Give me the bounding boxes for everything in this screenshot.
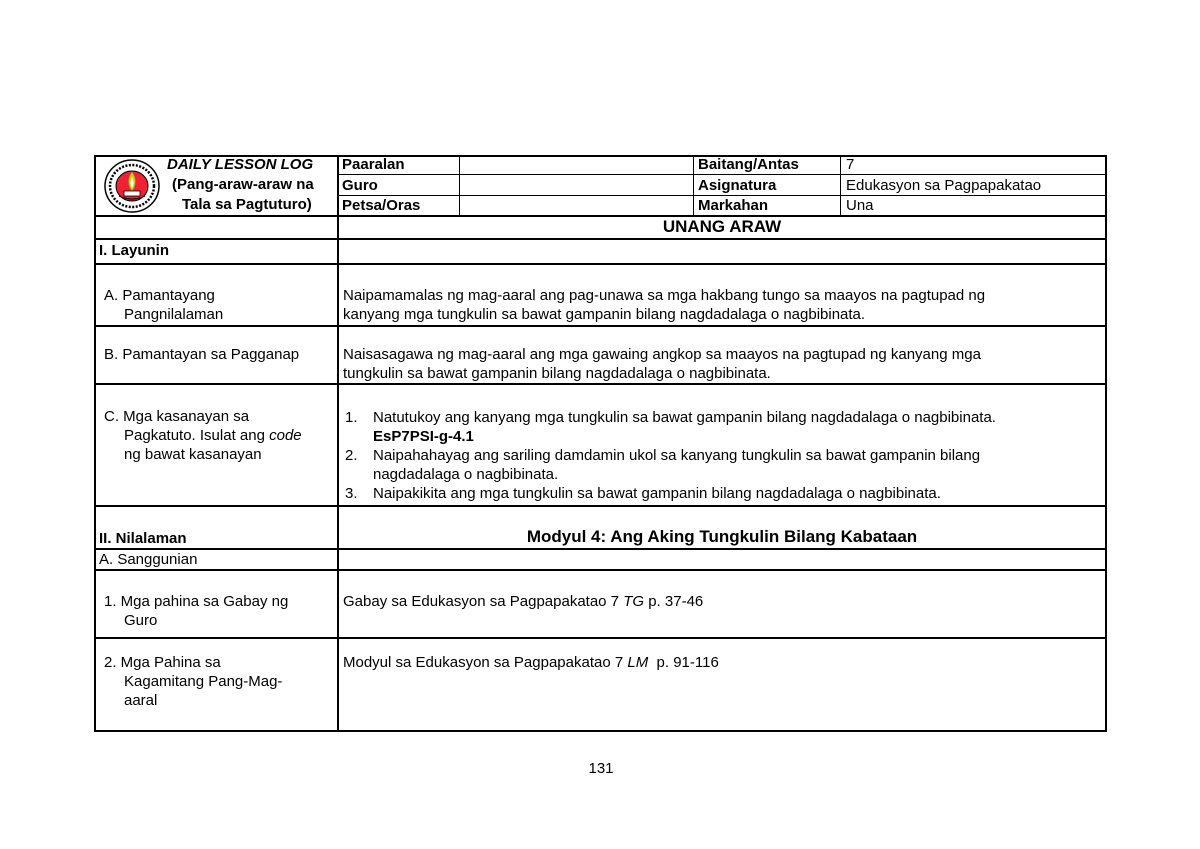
nilalaman-heading: II. Nilalaman xyxy=(99,530,187,547)
pagganap-text-line2: tungkulin sa bawat gampanin bilang nagdadalaga o nagbibinata. xyxy=(343,365,771,382)
baitang-value: 7 xyxy=(846,156,855,173)
header-row-divider xyxy=(338,174,1107,175)
list-number: 3. xyxy=(345,485,358,502)
pagganap-text: Naisasagawa ng mag-aaral ang mga gawaing angkop sa maayos na pagtupad ng kanyang mga xyxy=(343,346,981,363)
kasanayan-list xyxy=(345,408,996,503)
petsa-label: Petsa/Oras xyxy=(342,197,421,214)
row-divider xyxy=(94,569,1107,571)
row-divider xyxy=(94,548,1107,550)
gabay-label: 1. Mga pahina sa Gabay ng xyxy=(104,593,289,610)
row-divider xyxy=(94,383,1107,385)
baitang-label: Baitang/Antas xyxy=(698,156,799,173)
gabay-text-tg: TG xyxy=(623,593,645,610)
kasanayan-label-line2 xyxy=(124,427,302,445)
sanggunian-label: A. Sanggunian xyxy=(99,551,198,568)
row-divider xyxy=(94,325,1107,327)
kasanayan-label-line2a: Pagkatuto. Isulat ang xyxy=(124,427,270,444)
pamantayang-label-line2: Pangnilalaman xyxy=(124,306,224,323)
deped-seal-logo xyxy=(103,158,161,214)
document-title: DAILY LESSON LOG xyxy=(167,156,314,173)
pamantayang-text-line2: kanyang mga tungkulin sa bawat gampanin bilang nagdadalaga o nagbibinata. xyxy=(343,306,866,323)
header-row-divider xyxy=(338,195,1107,196)
markahan-value: Una xyxy=(846,197,874,214)
asignatura-label: Asignatura xyxy=(698,177,777,194)
gabay-text xyxy=(343,593,703,611)
list-item xyxy=(345,408,996,446)
header-bottom-border xyxy=(94,215,1107,217)
list-item xyxy=(345,484,996,503)
kagamitan-text-a: Modyul sa Edukasyon sa Pagpapakatao 7 xyxy=(343,654,628,671)
kagamitan-label-line2: Kagamitang Pang-Mag- xyxy=(124,673,283,690)
pamantayang-label: A. Pamantayang xyxy=(104,287,215,304)
kagamitan-label-line3: aaral xyxy=(124,692,158,709)
gabay-label-line2: Guro xyxy=(124,612,158,629)
layunin-heading: I. Layunin xyxy=(99,242,170,259)
list-item-text-line2: nagdadalaga o nagbibinata. xyxy=(373,466,559,483)
pamantayang-text: Naipamamalas ng mag-aaral ang pag-unawa sa mga hakbang tungo sa maayos na pagtupad ng xyxy=(343,287,986,304)
kasanayan-label: C. Mga kasanayan sa xyxy=(104,408,250,425)
row-divider xyxy=(94,505,1107,507)
gabay-text-pages: p. 37-46 xyxy=(644,593,704,610)
column-divider xyxy=(459,155,460,216)
row-divider xyxy=(94,238,1107,240)
kasanayan-label-line3: ng bawat kasanayan xyxy=(124,446,262,463)
kagamitan-label: 2. Mga Pahina sa xyxy=(104,654,221,671)
guro-label: Guro xyxy=(342,177,378,194)
kagamitan-text xyxy=(343,654,719,672)
paaralan-label: Paaralan xyxy=(342,156,405,173)
day-heading: UNANG ARAW xyxy=(662,217,782,236)
kagamitan-text-pages: p. 91-116 xyxy=(648,654,719,671)
list-number: 1. xyxy=(345,409,358,426)
kagamitan-text-lm: LM xyxy=(627,654,649,671)
row-divider xyxy=(94,637,1107,639)
column-divider xyxy=(337,155,339,732)
list-number: 2. xyxy=(345,447,358,464)
table-right-border xyxy=(1105,155,1107,732)
competency-code: EsP7PSI-g-4.1 xyxy=(373,428,474,445)
column-divider xyxy=(840,155,841,216)
table-bottom-border xyxy=(94,730,1107,732)
asignatura-value: Edukasyon sa Pagpapakatao xyxy=(846,177,1042,194)
list-item-text: Naipahahayag ang sariling damdamin ukol sa kanyang tungkulin sa bawat gampanin bilang xyxy=(373,447,981,464)
list-item-text: Naipakikita ang mga tungkulin sa bawat gampanin bilang nagdadalaga o nagbibinata. xyxy=(373,485,941,502)
code-word: code xyxy=(269,427,302,444)
list-item-text: Natutukoy ang kanyang mga tungkulin sa bawat gampanin bilang nagdadalaga o nagbibinata. xyxy=(373,409,996,426)
list-item xyxy=(345,446,996,484)
table-left-border xyxy=(94,155,96,732)
pagganap-label: B. Pamantayan sa Pagganap xyxy=(104,346,300,363)
page-number: 131 xyxy=(588,760,614,777)
document-title-line2: (Pang-araw-araw na xyxy=(172,176,314,193)
gabay-text-a: Gabay sa Edukasyon sa Pagpapakatao 7 xyxy=(343,593,624,610)
row-divider xyxy=(94,263,1107,265)
markahan-label: Markahan xyxy=(698,197,769,214)
document-title-line3: Tala sa Pagtuturo) xyxy=(182,196,312,213)
modyul-title: Modyul 4: Ang Aking Tungkulin Bilang Kabataan xyxy=(526,527,918,546)
column-divider xyxy=(693,155,694,216)
